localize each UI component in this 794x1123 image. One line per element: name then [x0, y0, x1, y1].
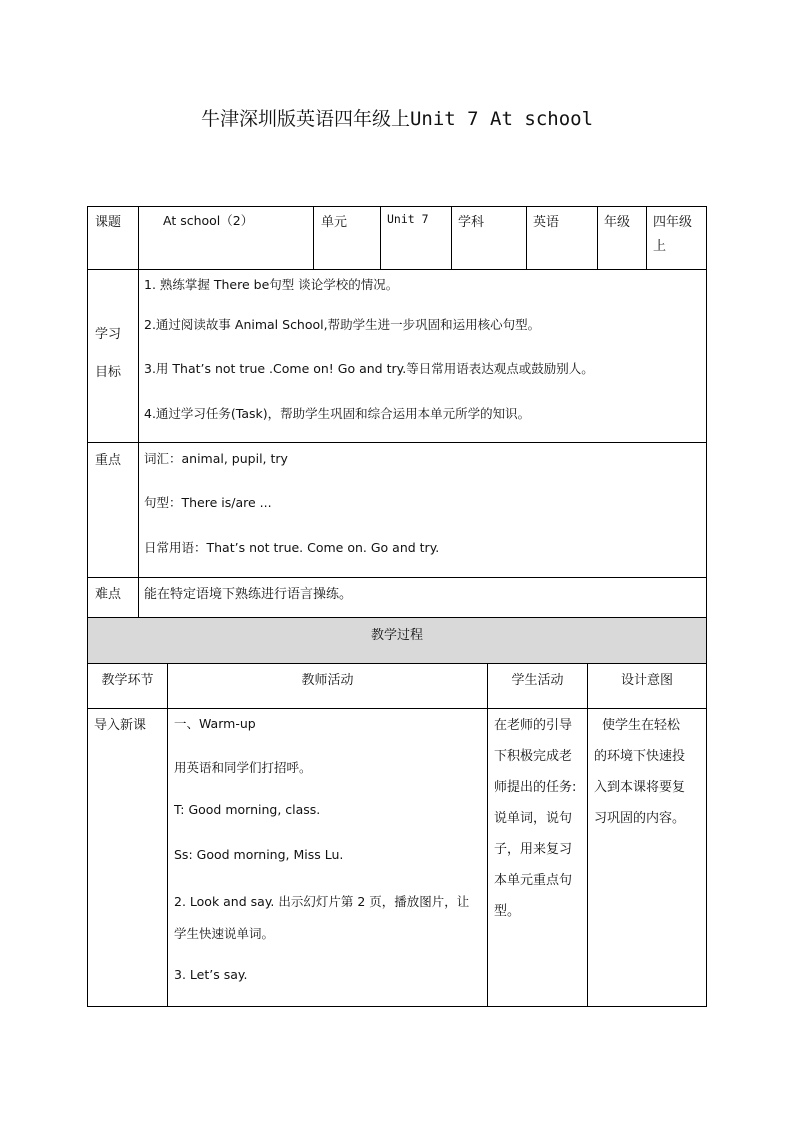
- table-line: [313, 206, 314, 269]
- student-line-5: 子，用来复习: [494, 842, 573, 857]
- table-line: [587, 663, 588, 1007]
- student-line-6: 本单元重点句: [494, 873, 573, 888]
- table-line: [87, 708, 707, 709]
- title-cn: 牛津深圳版英语四年级上: [200, 108, 410, 130]
- page-title: [0, 104, 794, 131]
- difficulty-label: 难点: [95, 587, 122, 602]
- teacher-line-5: 2. Look and say. 出示幻灯片第 2 页，播放图片，让: [174, 894, 470, 909]
- table-line: [87, 663, 707, 664]
- difficulty-text: 能在特定语境下熟练进行语言操练。: [144, 587, 353, 602]
- teacher-line-2: 用英语和同学们打招呼。: [174, 760, 312, 775]
- student-line-4: 说单词，说句: [494, 811, 573, 826]
- teacher-line-7: 3. Let’s say.: [174, 967, 248, 982]
- student-line-1: 在老师的引导: [494, 718, 573, 733]
- objective-item-2: 2.通过阅读故事 Animal School,帮助学生进一步巩固和运用核心句型。: [144, 317, 541, 332]
- key-vocab: 词汇：animal, pupil, try: [144, 451, 288, 466]
- table-line: [87, 617, 707, 618]
- title-en: Unit 7 At school: [409, 108, 594, 130]
- teacher-line-3: T: Good morning, class.: [174, 802, 321, 817]
- teacher-line-6: 学生快速说单词。: [174, 926, 275, 941]
- table-line: [526, 206, 527, 269]
- table-border-top: [87, 206, 707, 207]
- table-border-bottom: [87, 1006, 707, 1007]
- objectives-label-line1: 学习: [95, 327, 122, 342]
- key-points-label: 重点: [95, 453, 122, 468]
- unit-label: 单元: [321, 215, 348, 230]
- table-line: [597, 206, 598, 269]
- lesson-value: At school（2）: [163, 213, 254, 228]
- student-line-3: 师提出的任务:: [494, 780, 577, 795]
- table-line: [138, 206, 139, 617]
- subject-label: 学科: [458, 215, 485, 230]
- teacher-line-1: 一、Warm-up: [174, 716, 256, 731]
- student-line-7: 型。: [494, 904, 521, 919]
- teacher-line-4: Ss: Good morning, Miss Lu.: [174, 847, 344, 862]
- table-line: [487, 663, 488, 1007]
- table-line: [167, 663, 168, 1007]
- table-line: [87, 269, 707, 270]
- column-header-intent: 设计意图: [620, 673, 673, 688]
- intent-line-2: 的环境下快速投: [594, 749, 686, 764]
- objective-item-3: 3.用 That’s not true .Come on! Go and try.等日常用语表达观点或鼓励别人。: [144, 361, 594, 376]
- table-line: [451, 206, 452, 269]
- grade-label: 年级: [604, 215, 631, 230]
- key-daily: 日常用语：That’s not true. Come on. Go and try.: [144, 540, 440, 555]
- objective-item-4: 4.通过学习任务(Task)，帮助学生巩固和综合运用本单元所学的知识。: [144, 406, 531, 421]
- student-line-2: 下积极完成老: [494, 749, 573, 764]
- stage-cell: 导入新课: [94, 718, 147, 733]
- table-line: [87, 442, 707, 443]
- objective-item-1: 1. 熟练掌握 There be句型 谈论学校的情况。: [144, 277, 399, 292]
- subject-value: 英语: [533, 215, 560, 230]
- unit-value: Unit 7: [387, 212, 429, 226]
- table-line: [87, 577, 707, 578]
- table-line: [380, 206, 381, 269]
- intent-line-1: 使学生在轻松: [602, 718, 681, 733]
- table-border-left: [87, 206, 88, 1007]
- objectives-label-line2: 目标: [95, 365, 122, 380]
- lesson-label: 课题: [95, 215, 122, 230]
- column-header-teacher: 教师活动: [301, 673, 354, 688]
- table-line: [646, 206, 647, 269]
- table-border-right: [706, 206, 707, 1007]
- key-pattern: 句型：There is/are ...: [144, 495, 272, 510]
- column-header-student: 学生活动: [511, 673, 564, 688]
- column-header-stage: 教学环节: [101, 673, 154, 688]
- intent-line-4: 习巩固的内容。: [594, 811, 686, 826]
- intent-line-3: 入到本课将要复: [594, 780, 686, 795]
- process-heading: 教学过程: [370, 628, 423, 643]
- grade-value: 四年级上: [653, 215, 693, 254]
